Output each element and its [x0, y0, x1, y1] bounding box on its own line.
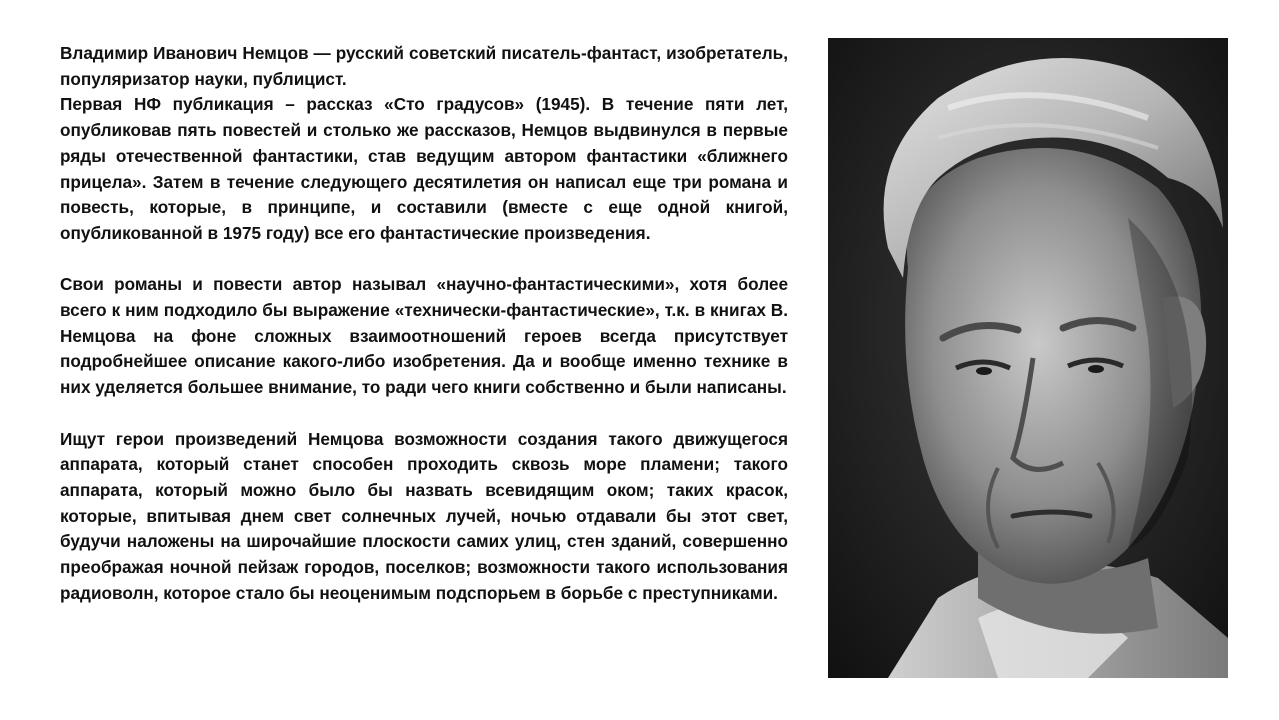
paragraph-heroes: Ищут герои произведений Немцова возможности создания такого движущегося аппарата, который станет способен проходить сквозь море пламени; такого аппарата, который можно было бы назвать всевидящим оком; таких красок, которые, впитывая днем свет солнечных лучей, ночью отдавали бы этот свет, будучи наложены на широчайшие плоскости самих улиц, стен зданий, совершенно преображая ночной пейзаж городов, поселков; возможности такого использования радиоволн, которое стало бы неоценимым подспорьем в борьбе с преступниками.	[60, 428, 788, 603]
text-block	[60, 41, 788, 606]
author-portrait-photo	[828, 38, 1228, 678]
paragraph-first-publication: Первая НФ публикация – рассказ «Сто градусов» (1945). В течение пяти лет, опубликовав пять повестей и столько же рассказов, Немцов выдвинулся в первые ряды отечественной фантастики, став ведущим автором фантастики «ближнего прицела». Затем в течение следующего десятилетия он написал еще три романа и повесть, которые, в принципе, и составили (вместе с еще одной книгой, опубликованной в 1975 году) все его фантастические произведения.	[60, 94, 788, 243]
paragraph-gap	[60, 401, 788, 427]
portrait-illustration	[828, 38, 1228, 678]
paragraph-intro: Владимир Иванович Немцов — русский советский писатель-фантаст, изобретатель, популяризатор науки, публицист.	[60, 43, 788, 89]
paragraph-genre: Свои романы и повести автор называл «научно-фантастическими», хотя более всего к ним подходило бы выражение «технически-фантастические», т.к. в книгах В. Немцова на фоне сложных взаимоотношений героев всегда присутствует подробнейшее описание какого-либо изобретения. Да и вообще именно технике в них уделяется большее внимание, то ради чего книги собственно и были написаны.	[60, 274, 788, 398]
paragraph-gap	[60, 247, 788, 273]
